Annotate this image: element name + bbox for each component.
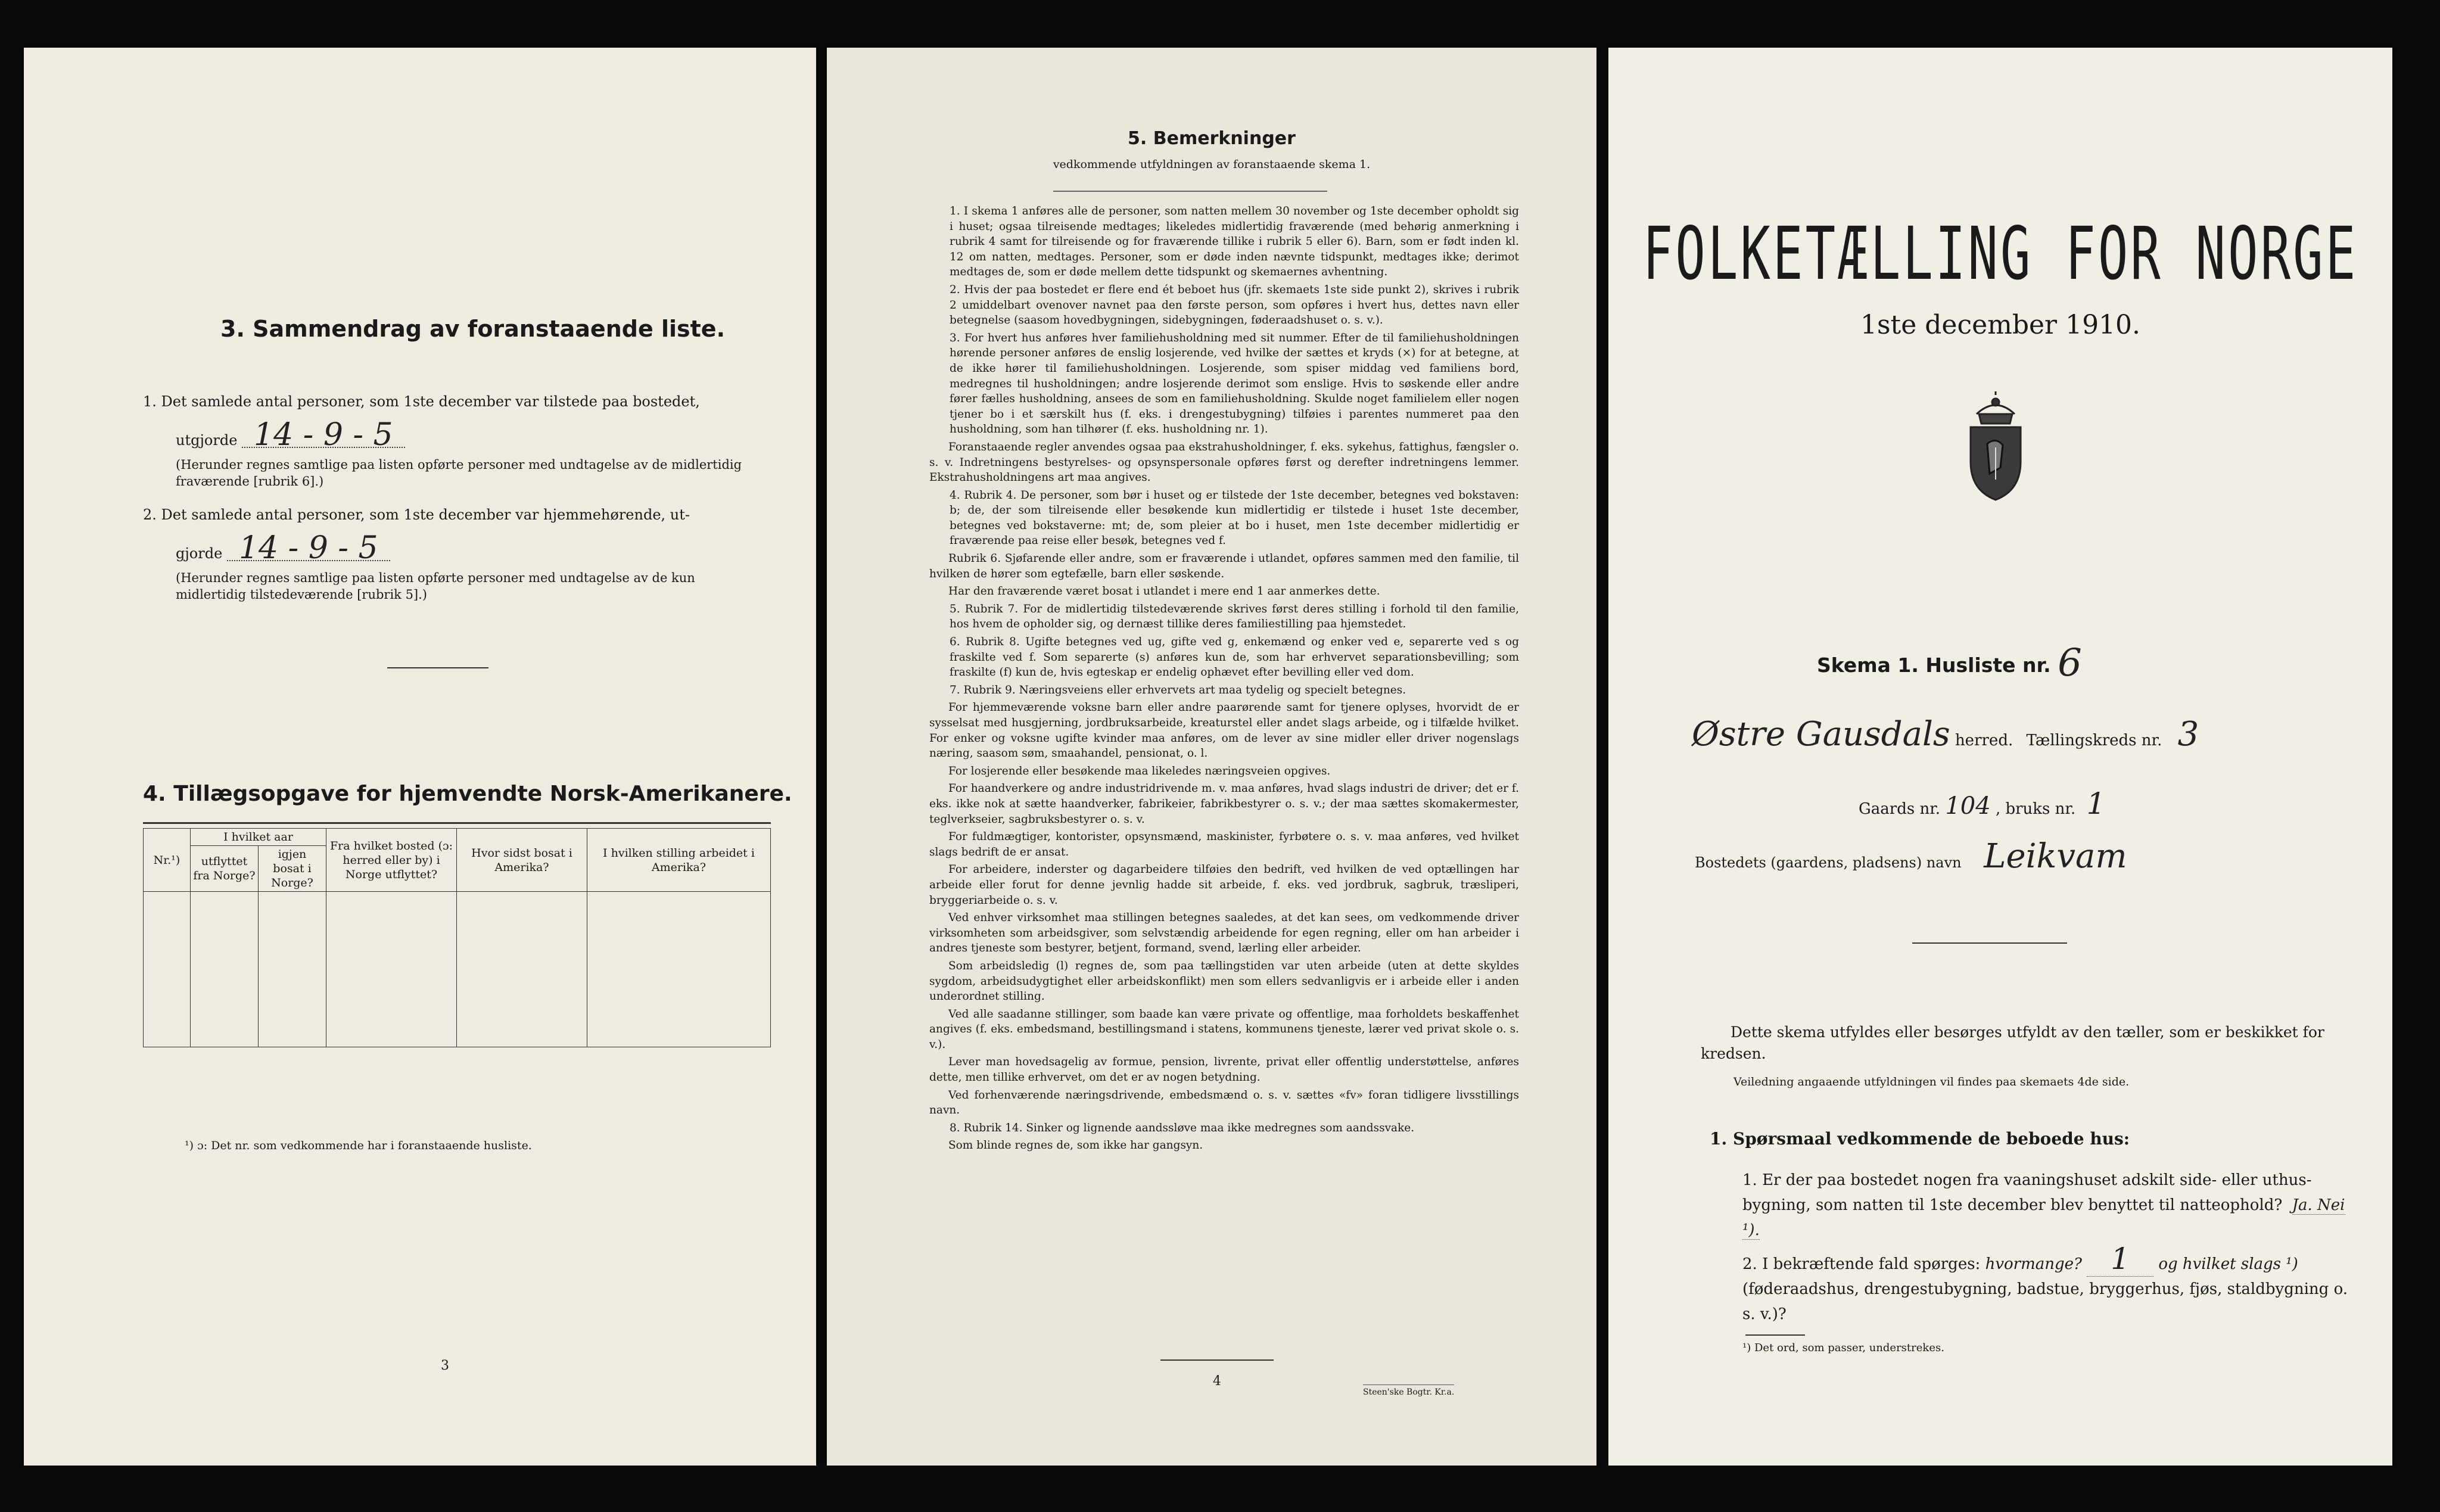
bosted-value: Leikvam	[1984, 837, 2127, 876]
footnote: ¹) ɔ: Det nr. som vedkommende har i foranstaaende husliste.	[185, 1139, 532, 1152]
remark-4: 4. Rubrik 4. De personer, som bør i huset og er tilstede der 1ste december, betegnes ved bokstaven: b; de, der som tilreisende eller besøkende kun midlertidig er tilstede i huset 1ste december, betegnes ved bokstaverne: mt; de, som pleier at bo i huset, men 1ste december midlertidig er fraværende paa reise eller besøk, betegnes ved f.	[950, 489, 1519, 547]
section5-title: 5. Bemerkninger	[1128, 128, 1296, 149]
item2-text: 2. Det samlede antal personer, som 1ste december var hjemmehørende, ut-	[143, 506, 690, 523]
item2-prefix: gjorde	[176, 545, 223, 562]
col-last: Hvor sidst bosat i Amerika?	[457, 829, 587, 892]
right-footnote: ¹) Det ord, som passer, understrekes.	[1742, 1342, 1944, 1354]
item1-note: (Herunder regnes samtlige paa listen opførte personer med undtagelse av de midlertidig fraværende [rubrik 6].)	[176, 458, 742, 489]
questions-title: 1. Spørsmaal vedkommende de beboede hus:	[1710, 1129, 2130, 1149]
col-job: I hvilken stilling arbeidet i Amerika?	[587, 829, 771, 892]
remark-1: 1. I skema 1 anføres alle de personer, som natten mellem 30 november og 1ste december opholdt sig i huset; ogsaa tilreisende medtages; likeledes midlertidig fraværende (med behørig anmerkning i rubrik 4 samt for tilreisende og for fraværende tillike i rubrik 5 eller 6). Barn, som er født inden kl. 12 om natten, medtages. Personer, som er døde inden nævnte tidspunkt, medtages ikke; derimot medtages de, som er døde mellem dette tidspunkt og skemaernes avhentning.	[950, 205, 1519, 279]
item2-value: 14 - 9 - 5	[227, 536, 390, 561]
question-2a: 2. I bekræftende fald spørges:	[1742, 1255, 1981, 1273]
bruks-value: 1	[2086, 786, 2106, 821]
col-year-back: igjen bosat i Norge?	[259, 846, 326, 892]
remark-7b: For losjerende eller besøkende maa likeledes næringsveien opgives.	[948, 764, 1331, 777]
item1-text: 1. Det samlede antal personer, som 1ste december var tilstede paa bostedet,	[143, 393, 700, 410]
remark-7c: For haandverkere og andre industridrivende m. v. maa anføres, hvad slags industri de driver; det er f. eks. ikke nok at sætte haandverker, fabrikeier, fabrikbestyrer o. s. v.; der maa sættes skomakermester, teglverkseier, sagbruksbestyrer o. s. v.	[929, 782, 1519, 826]
right-page	[1608, 48, 2392, 1466]
bruks-label: , bruks nr.	[1995, 800, 2076, 818]
remark-3b: Foranstaaende regler anvendes ogsaa paa ekstrahusholdninger, f. eks. sykehus, fattighus, fængsler o. s. v. Indretningens bestyrelses- og opsynspersonale opføres først og derefter indretningens lemmer. Ekstrahusholdningens art maa angives.	[929, 440, 1519, 484]
divider	[1053, 191, 1327, 192]
question-2b: og hvilket slags ¹)	[2158, 1255, 2298, 1273]
gaards-value: 104	[1945, 792, 1991, 820]
item1-value: 14 - 9 - 5	[242, 423, 405, 448]
remark-7: 7. Rubrik 9. Næringsveiens eller erhvervets art maa tydelig og specielt betegnes.	[950, 683, 1406, 696]
remark-7e: For arbeidere, inderster og dagarbeidere tilføies den bedrift, ved hvilken de ved optællingen har arbeide eller forut for denne jevnlig hadde sit arbeide, f. eks. ved jordbruk, sagbruk, træsliperi, bryggeriarbeide o. s. v.	[929, 863, 1519, 907]
guidance-text: Veiledning angaaende utfyldningen vil findes paa skemaets 4de side.	[1733, 1075, 2130, 1088]
coat-of-arms-icon	[1959, 390, 2033, 503]
question-1: 1. Er der paa bostedet nogen fra vaaningshuset adskilt side- eller uthus-bygning, som natten til 1ste december blev benyttet til natteophold?	[1742, 1171, 2312, 1214]
remark-2: 2. Hvis der paa bostedet er flere end ét beboet hus (jfr. skemaets 1ste side punkt 2), skrives i rubrik 2 umiddelbart ovenover navnet paa den første person, som opføres i hvert hus, dettes navn eller betegnelse (saasom hovedbygningen, sidebygningen, føderaadshuset o. s. v.).	[950, 283, 1519, 327]
norsk-amerikaner-table	[143, 828, 771, 1047]
remark-6: 6. Rubrik 8. Ugifte betegnes ved ug, gifte ved g, enkemænd og enker ved e, separerte ved s og fraskilte ved f. Som separerte (s) anføres kun de, som har erhvervet separationsbevilling; som fraskilte (f) kun de, hvis egteskap er endelig ophævet efter bevilling eller ved dom.	[950, 636, 1519, 679]
col-nr: Nr.¹)	[144, 829, 191, 892]
left-page	[24, 48, 816, 1466]
section3-title: 3. Sammendrag av foranstaaende liste.	[220, 316, 726, 342]
herred-label: herred.	[1955, 732, 2013, 749]
table-row	[144, 954, 771, 985]
remark-4c: Har den fraværende været bosat i utlandet i mere end 1 aar anmerkes dette.	[948, 585, 1380, 598]
middle-page	[827, 48, 1596, 1466]
remark-7f: Ved enhver virksomhet maa stillingen betegnes saaledes, at det kan sees, om vedkommende driver virksomheten som arbeidsgiver, som selvstændig arbeidende for egen regning, eller om han arbeider i andres tjeneste som bestyrer, betjent, formand, svend, lærling eller arbeider.	[929, 911, 1519, 955]
question-2-hvormange: hvormange?	[1985, 1255, 2082, 1273]
question-1-answer: Ja. Nei ¹).	[1742, 1196, 2345, 1239]
divider	[1160, 1359, 1274, 1361]
table-top-rule	[143, 822, 771, 824]
col-year-group: I hvilket aar	[191, 829, 326, 846]
census-title: FOLKETÆLLING FOR NORGE	[1642, 211, 2358, 297]
remark-7a: For hjemmeværende voksne barn eller andre paarørende samt for tjenere oplyses, hvorvidt de er sysselsat med husgjerning, jordbruksarbeide, kreaturstel eller andet slags arbeide, og i tilfælde hvilket. For enker og voksne ugifte kvinder maa anføres, om de lever av sine midler eller driver nogenslags næring, saasom søm, smaahandel, pensionat, o. l.	[929, 701, 1519, 760]
question-2-value: 1	[2087, 1242, 2153, 1277]
remark-8b: Som blinde regnes de, som ikke har gangsyn.	[948, 1139, 1203, 1152]
ornament-divider	[1912, 942, 2067, 944]
page-number: 3	[441, 1358, 449, 1373]
section4-title: 4. Tillægsopgave for hjemvendte Norsk-Amerikanere.	[143, 782, 792, 806]
divider	[387, 667, 488, 668]
intro-text: Dette skema utfyldes eller besørges utfyldt av den tæller, som er beskikket for kredsen.	[1701, 1023, 2324, 1062]
remark-8: 8. Rubrik 14. Sinker og lignende aandssløve maa ikke medregnes som aandssvake.	[950, 1121, 1415, 1134]
remark-7h: Ved alle saadanne stillinger, som baade kan være private og offentlige, maa forholdets beskaffenhet angives (f. eks. embedsmand, bestillingsmand i statens, kommunens tjeneste, lærer ved privat skole o. s. v.).	[929, 1007, 1519, 1051]
footnote-rule	[1745, 1334, 1805, 1336]
col-year-out: utflyttet fra Norge?	[191, 846, 259, 892]
item2-note: (Herunder regnes samtlige paa listen opførte personer med undtagelse av de kun midlertidig tilstedeværende [rubrik 5].)	[176, 571, 695, 602]
table-row	[144, 892, 771, 923]
table-row	[144, 923, 771, 954]
remark-3: 3. For hvert hus anføres hver familiehusholdning med sit nummer. Efter de til familiehusholdningen hørende personer anføres de enslig losjerende, ved hvilke der sættes et kryds (×) for at betegne, at de ikke hører til familiehusholdningen. Losjerende, som spiser middag ved familiens bord, medregnes til husholdningen; andre losjerende derimot som enslige. Hvis to søskende eller andre fører fælles husholdning, ansees de som en familiehusholdning. Skulde noget familielem eller nogen tjener bo i et særskilt hus (f. eks. i drengestubygning) tilføies i parentes nummeret paa den husholdning, som han tilhører (f. eks. husholdning nr. 1).	[950, 331, 1519, 436]
printer-mark: Steen'ske Bogtr. Kr.a.	[1363, 1385, 1454, 1397]
remark-7j: Ved forhenværende næringsdrivende, embedsmænd o. s. v. sættes «fv» foran tidligere livsstillings navn.	[929, 1088, 1519, 1117]
remark-5: 5. Rubrik 7. For de midlertidig tilstedeværende skrives først deres stilling i forhold til den familie, hos hvem de opholder sig, og dernæst tillike deres familiestilling paa hjemstedet.	[950, 602, 1519, 631]
gaards-label: Gaards nr.	[1859, 800, 1941, 818]
census-date: 1ste december 1910.	[1860, 310, 2141, 340]
remark-7d: For fuldmægtiger, kontorister, opsynsmænd, maskinister, fyrbøtere o. s. v. maa anføres, ved hvilket slags bedrift de er ansat.	[929, 830, 1519, 858]
kreds-value: 3	[2177, 715, 2199, 754]
page-number: 4	[1213, 1374, 1221, 1389]
schema-label: Skema 1. Husliste nr.	[1817, 654, 2051, 677]
kreds-label: Tællingskreds nr.	[2026, 732, 2162, 749]
husliste-number: 6	[2058, 641, 2082, 685]
herred-value: Østre Gausdals	[1692, 715, 1950, 754]
item1-prefix: utgjorde	[176, 432, 238, 449]
question-2c: (føderaadshus, drengestubygning, badstue, bryggerhus, fjøs, staldbygning o. s. v.)?	[1742, 1280, 2348, 1323]
bosted-label: Bostedets (gaardens, pladsens) navn	[1695, 854, 1962, 871]
remark-7g: Som arbeidsledig (l) regnes de, som paa tællingstiden var uten arbeide (uten at dette skyldes sygdom, arbeidsudygtighet eller arbeidskonflikt) men som ellers sedvanligvis er i arbeide eller i anden underordnet stilling.	[929, 959, 1519, 1003]
remark-7i: Lever man hovedsagelig av formue, pension, livrente, privat eller offentlig understøttelse, anføres dette, men tillike erhvervet, om det er av nogen betydning.	[929, 1056, 1519, 1084]
table-row	[144, 985, 771, 1016]
table-row	[144, 1016, 771, 1047]
remark-4b: Rubrik 6. Sjøfarende eller andre, som er fraværende i utlandet, opføres sammen med den familie, til hvilken de hører som egtefælle, barn eller søskende.	[929, 552, 1519, 580]
section5-subtitle: vedkommende utfyldningen av foranstaaende skema 1.	[1053, 158, 1371, 171]
remarks-body	[929, 204, 1519, 1156]
col-from: Fra hvilket bosted (ɔ: herred eller by) i Norge utflyttet?	[326, 829, 457, 892]
